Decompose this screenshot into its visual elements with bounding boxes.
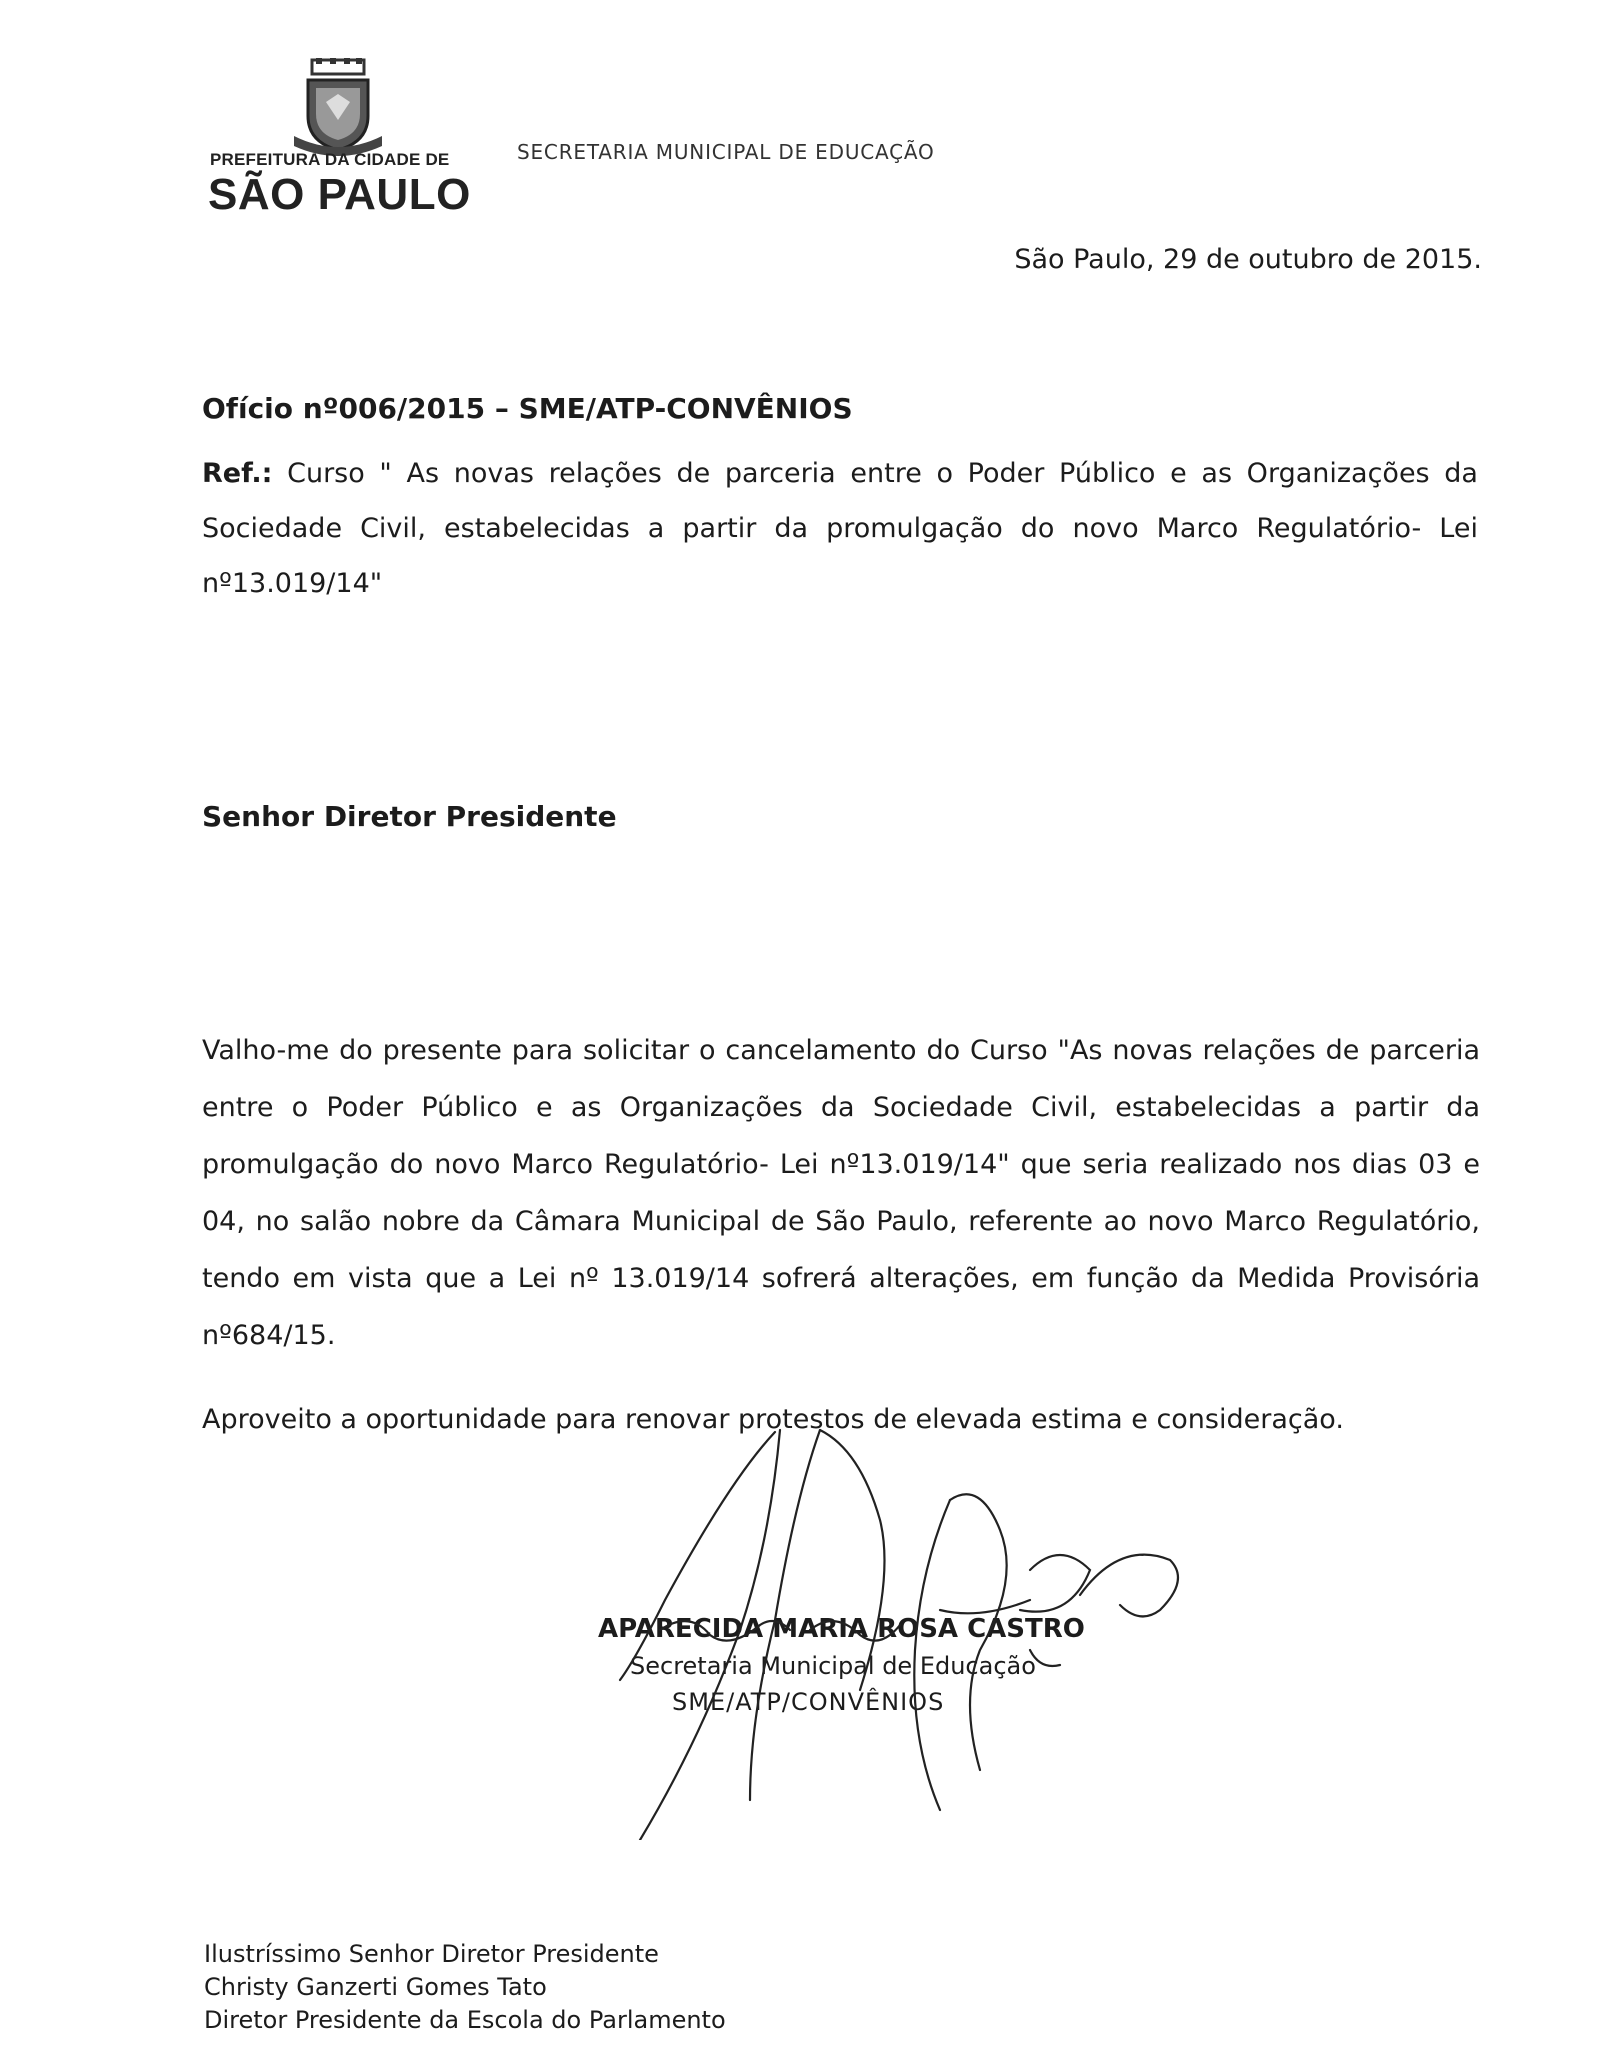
- addressee-line-1: Ilustríssimo Senhor Diretor Presidente: [204, 1940, 659, 1968]
- signatory-department: SME/ATP/CONVÊNIOS: [672, 1688, 945, 1716]
- addressee-line-2: Christy Ganzerti Gomes Tato: [204, 1973, 547, 2001]
- signatory-role: Secretaria Municipal de Educação: [630, 1652, 1036, 1680]
- department-header: SECRETARIA MUNICIPAL DE EDUCAÇÃO: [517, 140, 935, 164]
- addressee-line-3: Diretor Presidente da Escola do Parlamento: [204, 2006, 726, 2034]
- reference-label: Ref.:: [202, 458, 273, 489]
- reference-block: [202, 446, 1478, 611]
- letter-date: São Paulo, 29 de outubro de 2015.: [1014, 244, 1482, 275]
- oficio-title: Ofício nº006/2015 – SME/ATP-CONVÊNIOS: [202, 392, 853, 425]
- signatory-name: APARECIDA MARIA ROSA CASTRO: [598, 1614, 1085, 1644]
- closing-line: Aproveito a oportunidade para renovar protestos de elevada estima e consideração.: [202, 1404, 1344, 1435]
- org-line-1: PREFEITURA DA CIDADE DE: [210, 150, 450, 169]
- reference-text: Curso " As novas relações de parceria entre o Poder Público e as Organizações da Sociedade Civil, estabelecidas a partir da promulgação do novo Marco Regulatório- Lei nº13.019/14": [202, 458, 1478, 599]
- org-line-2: SÃO PAULO: [208, 170, 471, 219]
- body-paragraph: Valho-me do presente para solicitar o cancelamento do Curso "As novas relações de parceria entre o Poder Público e as Organizações da Sociedade Civil, estabelecidas a partir da promulgação do novo Marco Regulatório- Lei nº13.019/14" que seria realizado nos dias 03 e 04, no salão nobre da Câmara Municipal de São Paulo, referente ao novo Marco Regulatório, tendo em vista que a Lei nº 13.019/14 sofrerá alterações, em função da Medida Provisória nº684/15.: [202, 1035, 1480, 1351]
- city-crest-icon: [290, 58, 386, 158]
- salutation: Senhor Diretor Presidente: [202, 800, 617, 833]
- addressee-block: [204, 1938, 726, 2037]
